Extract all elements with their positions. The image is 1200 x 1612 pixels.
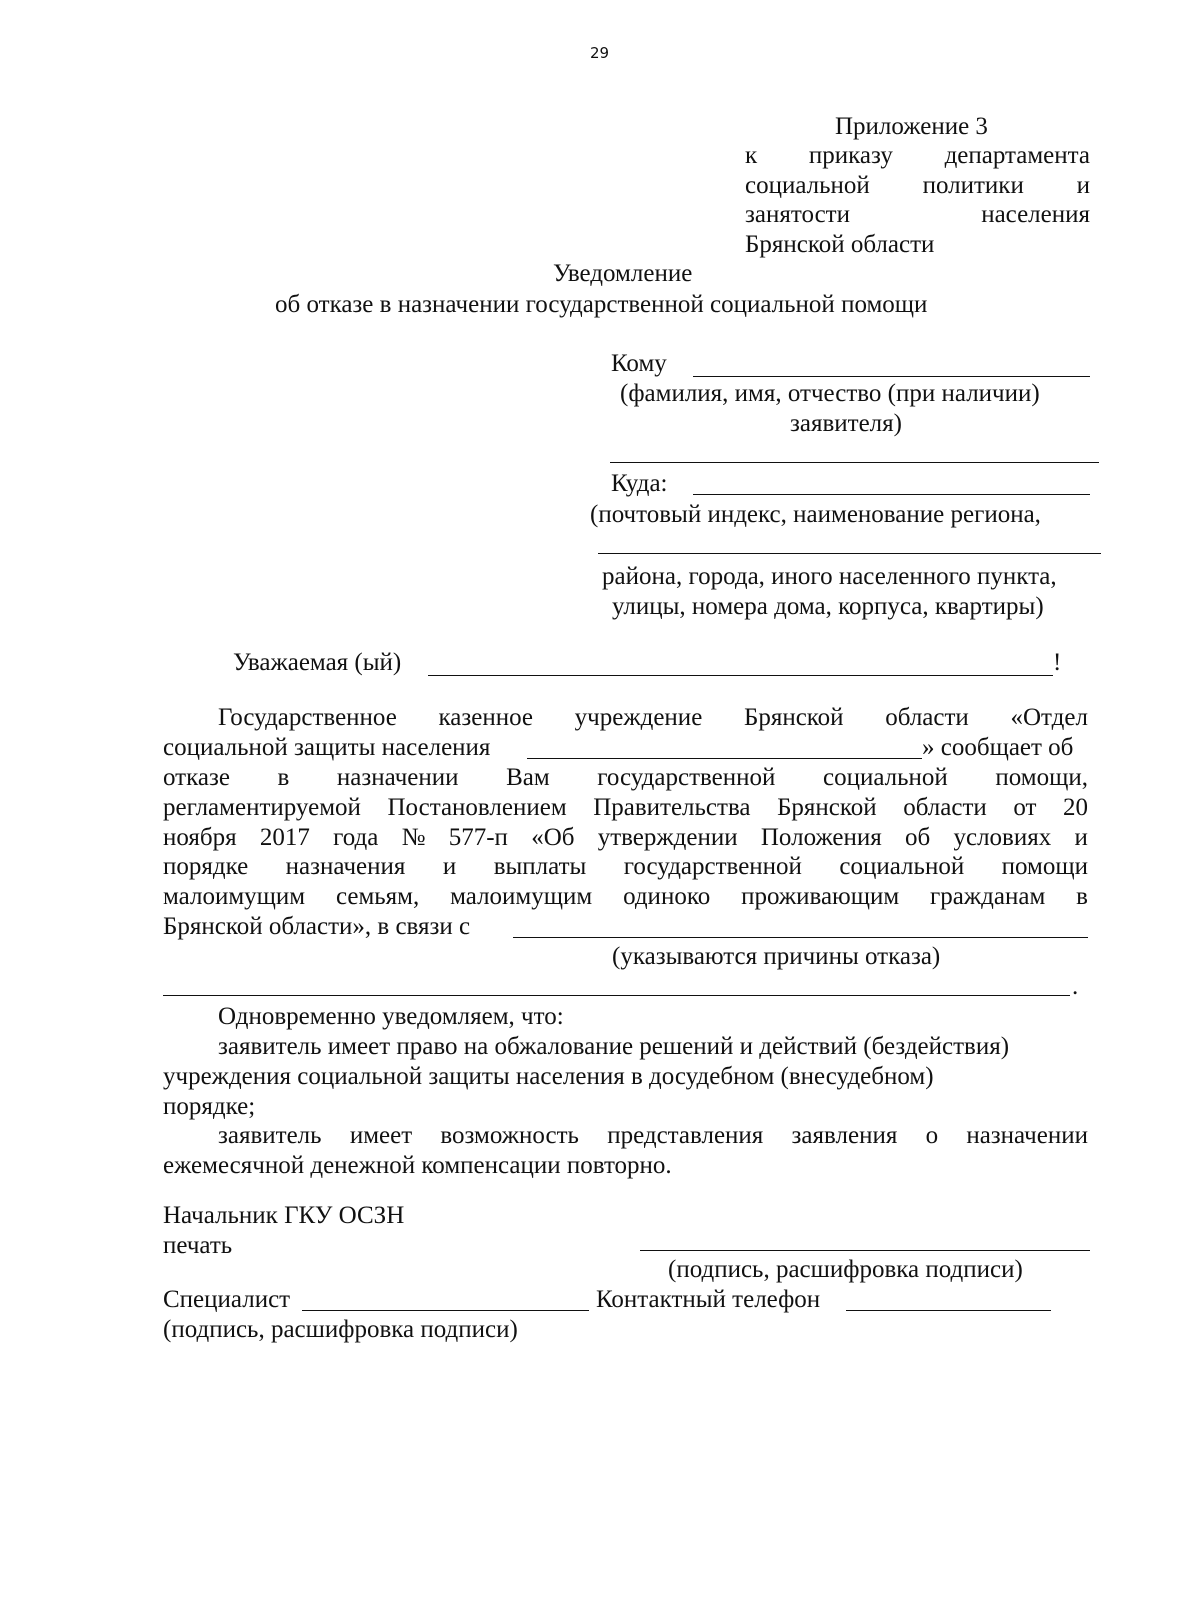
body-line-1: Государственное казенное учреждение Брянской области «Отдел (218, 704, 1088, 731)
department-name-field[interactable] (527, 758, 922, 759)
head-label: Начальник ГКУ ОСЗН (163, 1202, 405, 1229)
refusal-reason-end: . (1072, 973, 1079, 1000)
where-hint-3: улицы, номера дома, корпуса, квартиры) (612, 593, 1044, 620)
body-line-8-start: Брянской области», в связи с (163, 913, 471, 940)
refusal-reason-field-2[interactable] (163, 995, 1070, 996)
where-hint-1: (почтовый индекс, наименование региона, (590, 501, 1041, 528)
appendix-line-4: Брянской области (745, 231, 935, 258)
appendix-title: Приложение 3 (835, 113, 988, 140)
notice-p1-line-3: порядке; (163, 1093, 256, 1120)
specialist-signature-hint: (подпись, расшифровка подписи) (163, 1316, 518, 1343)
notice-p1-line-1: заявитель имеет право на обжалование решений и действий (бездействия) (218, 1033, 1010, 1060)
notice-intro: Одновременно уведомляем, что: (218, 1003, 564, 1030)
body-line-5: ноября 2017 года № 577-п «Об утверждении Положения об условиях и (163, 824, 1088, 851)
greeting-name-field[interactable] (428, 675, 1053, 676)
appendix-line-1: к приказу департамента (745, 142, 1090, 169)
body-line-2-start: социальной защиты населения (163, 734, 491, 761)
document-subtitle: об отказе в назначении государственной социальной помощи (275, 291, 928, 318)
to-label: Кому (611, 350, 667, 377)
notice-p2-line-2: ежемесячной денежной компенсации повторно. (163, 1152, 672, 1179)
specialist-label: Специалист (163, 1286, 291, 1313)
body-line-6: порядке назначения и выплаты государственной социальной помощи (163, 853, 1088, 880)
greeting-end: ! (1053, 649, 1062, 676)
notice-p2-line-1: заявитель имеет возможность представления заявления о назначении (218, 1122, 1088, 1149)
body-line-7: малоимущим семьям, малоимущим одиноко проживающим гражданам в (163, 883, 1088, 910)
head-signature-field[interactable] (640, 1250, 1090, 1251)
to-hint-2: заявителя) (790, 410, 902, 437)
specialist-signature-field[interactable] (302, 1310, 589, 1311)
refusal-reason-field[interactable] (513, 937, 1088, 938)
document-title: Уведомление (553, 260, 693, 287)
body-line-3: отказе в назначении Вам государственной социальной помощи, (163, 764, 1088, 791)
to-name-field[interactable] (693, 376, 1090, 377)
to-hint-1: (фамилия, имя, отчество (при наличии) (620, 380, 1040, 407)
where-field-2[interactable] (598, 553, 1101, 554)
appendix-line-2: социальной политики и (745, 172, 1090, 199)
greeting-label: Уважаемая (ый) (233, 649, 402, 676)
body-line-4: регламентируемой Постановлением Правительства Брянской области от 20 (163, 794, 1088, 821)
refusal-reason-hint: (указываются причины отказа) (612, 943, 941, 970)
phone-label: Контактный телефон (596, 1286, 821, 1313)
head-signature-hint: (подпись, расшифровка подписи) (668, 1256, 1023, 1283)
body-line-2-end: » сообщает об (922, 734, 1074, 761)
where-label: Куда: (611, 470, 668, 497)
phone-field[interactable] (846, 1310, 1051, 1311)
stamp-label: печать (163, 1232, 233, 1259)
appendix-line-3: занятости населения (745, 201, 1090, 228)
where-hint-2: района, города, иного населенного пункта, (602, 563, 1057, 590)
where-field-1[interactable] (693, 494, 1090, 495)
page-number: 29 (590, 44, 610, 62)
notice-p1-line-2: учреждения социальной защиты населения в досудебном (внесудебном) (163, 1063, 934, 1090)
to-extra-field[interactable] (610, 462, 1099, 463)
